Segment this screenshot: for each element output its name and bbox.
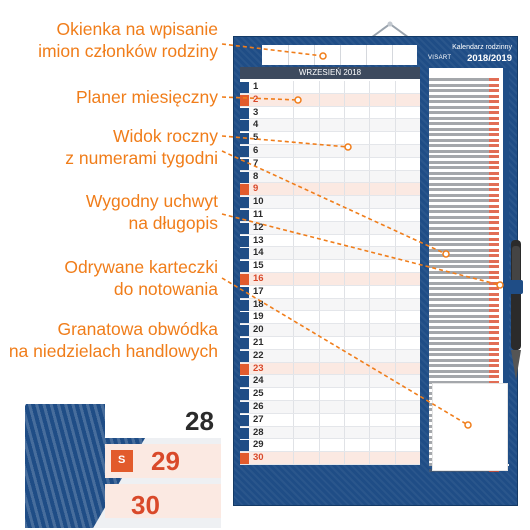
mini-month (429, 134, 509, 167)
weekday-tab (240, 351, 249, 362)
callout-line: z numerami tygodni (65, 148, 218, 168)
planner-day-row (240, 324, 420, 337)
planner-cells[interactable] (268, 350, 420, 362)
day-number: 1 (253, 81, 259, 92)
callout-line: imion członków rodziny (38, 41, 218, 61)
weekday-tab (240, 300, 249, 311)
week-number-column (503, 101, 509, 134)
day-rows (240, 81, 420, 465)
monthly-planner (240, 67, 420, 465)
day-number: 9 (253, 183, 259, 195)
brand-title: Kalendarz rodzinny (452, 44, 512, 51)
day-number: 10 (253, 196, 264, 208)
planner-cells[interactable] (268, 260, 420, 272)
weekday-tab (240, 82, 249, 93)
planner-day-row (240, 452, 420, 465)
planner-day-row (240, 260, 420, 273)
planner-day-row (240, 427, 420, 440)
weekday-tab (240, 95, 249, 106)
planner-day-row (240, 94, 420, 107)
planner-day-row (240, 363, 420, 376)
brand-logo: VISART (428, 55, 452, 61)
day-number: 24 (253, 375, 264, 387)
planner-cells[interactable] (268, 235, 420, 247)
callout-pen-holder (86, 190, 218, 234)
day-number: 4 (253, 119, 259, 131)
planner-cells[interactable] (268, 171, 420, 183)
planner-cells[interactable] (268, 209, 420, 221)
weekday-tab (240, 376, 249, 387)
weekday-tab (240, 248, 249, 259)
planner-cells[interactable] (268, 107, 420, 119)
mini-month (429, 101, 509, 134)
weekday-tab (240, 210, 249, 221)
callout-line: Planer miesięczny (76, 87, 218, 107)
planner-cells[interactable] (268, 337, 420, 349)
planner-cells[interactable] (268, 388, 420, 400)
planner-cells[interactable] (268, 452, 420, 464)
planner-cells[interactable] (268, 363, 420, 375)
day-number: 2 (253, 93, 259, 105)
planner-day-row (240, 414, 420, 427)
day-number: 12 (253, 221, 264, 233)
callout-line: do notowania (113, 279, 218, 299)
mini-month (429, 167, 509, 200)
inset-row (105, 484, 221, 518)
callout-yearly-view (65, 125, 218, 169)
weekday-tab (240, 402, 249, 413)
weekday-tab (240, 172, 249, 183)
weekday-tab (240, 184, 249, 195)
callout-line: Wygodny uchwyt (85, 191, 218, 211)
inset-row (105, 404, 221, 438)
day-number: 22 (253, 349, 264, 361)
weekday-tab (240, 389, 249, 400)
week-number-column (503, 167, 509, 200)
month-header: WRZESIEŃ 2018 (240, 67, 420, 79)
callout-line: na niedzielach handlowych (8, 341, 218, 361)
planner-cells[interactable] (268, 299, 420, 311)
planner-day-row (240, 132, 420, 145)
weekday-tab (240, 287, 249, 298)
day-number: 20 (253, 324, 264, 336)
weekday-tab (240, 428, 249, 439)
weekday-tab (240, 338, 249, 349)
planner-cells[interactable] (268, 222, 420, 234)
day-number: 13 (253, 234, 264, 246)
inset-closeup (25, 404, 221, 528)
weekday-tab (240, 325, 249, 336)
weekday-tab (240, 120, 249, 131)
day-number: 16 (253, 272, 264, 284)
planner-day-row (240, 235, 420, 248)
day-number: 6 (253, 144, 259, 156)
planner-day-row (240, 145, 420, 158)
planner-day-row (240, 247, 420, 260)
day-number: 3 (253, 106, 259, 118)
callout-navy-border (9, 318, 218, 362)
mini-month (429, 266, 509, 299)
day-number: 23 (253, 362, 264, 374)
day-number: 27 (253, 413, 264, 425)
planner-cells[interactable] (268, 273, 420, 285)
planner-cells[interactable] (268, 311, 420, 323)
week-number-column (503, 134, 509, 167)
mini-month (429, 68, 509, 101)
callout-line: Okienka na wpisanie (56, 19, 218, 39)
day-number: 26 (253, 400, 264, 412)
planner-day-row (240, 209, 420, 222)
planner-day-row (240, 158, 420, 171)
planner-cells[interactable] (268, 375, 420, 387)
day-number: 8 (253, 170, 259, 182)
planner-cells[interactable] (268, 247, 420, 259)
callout-tear-off-notes (64, 256, 218, 300)
planner-day-row (240, 107, 420, 120)
week-number-column (503, 68, 509, 101)
weekday-tab (240, 261, 249, 272)
planner-cells[interactable] (268, 401, 420, 413)
planner-day-row (240, 375, 420, 388)
sunday-tab (111, 450, 133, 472)
day-number: 30 (253, 452, 264, 464)
callout-monthly-planner (76, 86, 218, 108)
weekday-tab (240, 159, 249, 170)
planner-day-row (240, 439, 420, 452)
callout-line: Widok roczny (112, 126, 218, 146)
pen-icon (509, 240, 523, 380)
inset-number: 30 (131, 490, 160, 520)
planner-day-row (240, 273, 420, 286)
weekday-tab (240, 108, 249, 119)
inset-number: 28 (185, 406, 214, 436)
tear-off-notes[interactable] (432, 383, 508, 471)
mini-month (429, 233, 509, 266)
family-names-box (262, 45, 417, 65)
weekday-tab (240, 415, 249, 426)
day-number: 25 (253, 388, 264, 400)
day-number: 17 (253, 285, 264, 297)
callout-line: na długopis (128, 213, 218, 233)
planner-day-row (240, 401, 420, 414)
planner-day-row (240, 171, 420, 184)
weekday-tab (240, 197, 249, 208)
planner-cells[interactable] (268, 158, 420, 170)
inset-row (105, 444, 221, 478)
mini-month (429, 332, 509, 365)
weekday-tab (240, 223, 249, 234)
planner-day-row (240, 388, 420, 401)
planner-cells[interactable] (268, 145, 420, 157)
weekday-tab (240, 133, 249, 144)
day-number: 28 (253, 426, 264, 438)
day-number: 11 (253, 208, 264, 220)
planner-cells[interactable] (268, 414, 420, 426)
planner-cells[interactable] (268, 324, 420, 336)
weekday-tab (240, 146, 249, 157)
planner-day-row (240, 299, 420, 312)
day-number: 7 (253, 157, 259, 169)
planner-day-row (240, 337, 420, 350)
day-number: 14 (253, 247, 264, 259)
planner-cells[interactable] (268, 439, 420, 451)
day-number: 15 (253, 260, 264, 272)
brand-block (428, 44, 512, 64)
day-number: 19 (253, 311, 264, 323)
inset-number: 29 (151, 446, 180, 476)
planner-cells[interactable] (268, 183, 420, 195)
planner-cells[interactable] (268, 286, 420, 298)
planner-cells[interactable] (268, 119, 420, 131)
day-number: 5 (253, 132, 259, 144)
planner-day-row (240, 311, 420, 324)
weekday-tab (240, 236, 249, 247)
callout-line: Odrywane karteczki (64, 257, 218, 277)
weekday-tab (240, 453, 249, 464)
weekday-tab (240, 312, 249, 323)
planner-cells[interactable] (268, 427, 420, 439)
brand-year: 2018/2019 (467, 53, 512, 64)
planner-cells[interactable] (268, 132, 420, 144)
planner-day-row (240, 222, 420, 235)
planner-cells[interactable] (268, 196, 420, 208)
planner-day-row (240, 81, 420, 94)
planner-cells[interactable] (268, 94, 420, 106)
weekday-tab (240, 440, 249, 451)
mini-month (429, 299, 509, 332)
weekday-tab (240, 364, 249, 375)
planner-day-row (240, 196, 420, 209)
planner-day-row (240, 350, 420, 363)
callout-family-names (38, 18, 218, 62)
planner-day-row (240, 286, 420, 299)
tab-letter: S (118, 454, 126, 466)
callout-line: Granatowa obwódka (57, 319, 218, 339)
planner-day-row (240, 183, 420, 196)
weekday-tab (240, 274, 249, 285)
mini-month (429, 200, 509, 233)
day-number: 29 (253, 439, 264, 451)
planner-cells[interactable] (268, 81, 420, 93)
day-number: 21 (253, 336, 264, 348)
day-number: 18 (253, 298, 264, 310)
week-number-column (503, 200, 509, 233)
planner-day-row (240, 119, 420, 132)
